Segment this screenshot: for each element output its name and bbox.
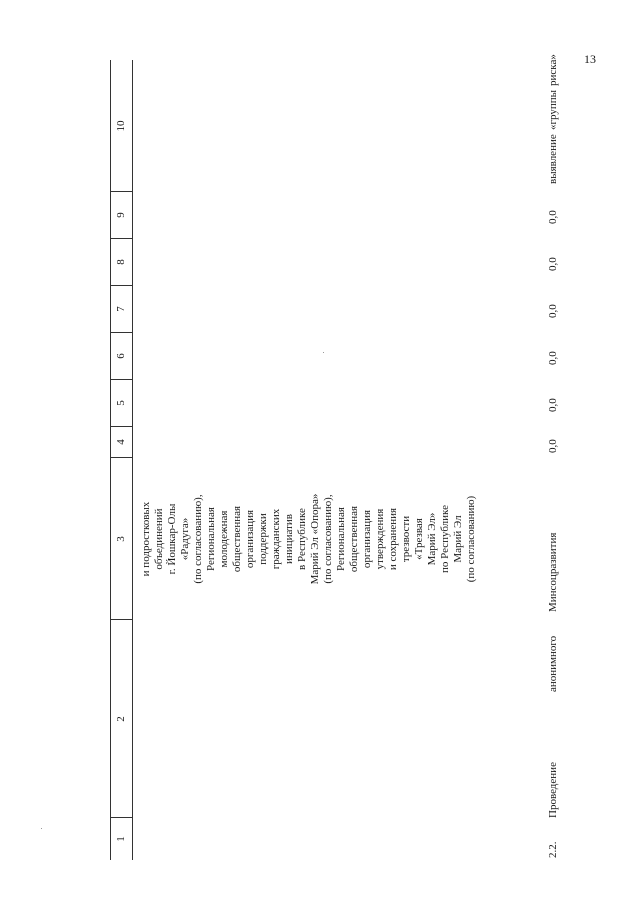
col-header-1: 1	[115, 836, 127, 842]
executor-line: организация	[244, 509, 256, 569]
executor-line: общественная	[231, 505, 243, 573]
col-divider	[110, 817, 132, 818]
executor-line: молодежная	[218, 510, 230, 568]
executor-line: «Радуга»	[179, 517, 191, 561]
executor-line: организация	[361, 509, 373, 569]
scan-speck	[41, 828, 42, 829]
col-header-3: 3	[115, 536, 127, 542]
value-col9: 0,0	[547, 210, 559, 224]
executor-line: поддержки	[257, 513, 269, 565]
executor-line: «Трезвая	[413, 518, 425, 560]
executor-line: Региональная	[335, 507, 347, 571]
col-header-8: 8	[115, 259, 127, 265]
col-header-5: 5	[115, 400, 127, 406]
executor-line: объединений	[153, 508, 165, 570]
page-number: 13	[584, 52, 596, 66]
row-number: 2.2.	[547, 841, 559, 858]
col-header-6: 6	[115, 353, 127, 359]
executor-line: (по согласованию),	[192, 494, 204, 584]
col-header-9: 9	[115, 212, 127, 218]
executor-line: гражданских	[270, 508, 282, 570]
col-divider	[110, 285, 132, 286]
table-line-header	[132, 60, 133, 860]
executor-line: трезвости	[400, 515, 412, 563]
col-divider	[110, 238, 132, 239]
executor-line: и сохранения	[387, 507, 399, 571]
col-divider	[110, 379, 132, 380]
col-header-10: 10	[115, 120, 127, 132]
row-name-line2: анонимного	[547, 635, 559, 692]
executor-line: Региональная	[205, 507, 217, 571]
executor-line: утверждения	[374, 508, 386, 570]
result-line3: риска»	[547, 54, 559, 86]
executors-list	[140, 458, 478, 620]
rotated-table	[110, 54, 565, 860]
executor-line: г. Йошкар-Олы	[166, 503, 178, 575]
scan-speck	[323, 352, 324, 353]
result-line1: выявление	[547, 134, 559, 184]
value-col7: 0,0	[547, 304, 559, 318]
col-header-4: 4	[115, 439, 127, 445]
executor-line: в Республике	[296, 508, 308, 570]
executor-line: общественная	[348, 505, 360, 573]
executor-line: Марий Эл «Опора»	[309, 493, 321, 585]
col-header-7: 7	[115, 306, 127, 312]
row-name-line1: Проведение	[547, 762, 559, 818]
executor-line: инициатив	[283, 514, 295, 564]
col-header-2: 2	[115, 716, 127, 722]
row-executor-line1: Минсоцразвития	[547, 532, 559, 612]
executor-line: Марий Эл	[452, 515, 464, 563]
value-col8: 0,0	[547, 257, 559, 271]
executor-line: по Республике	[439, 504, 451, 574]
executor-line: (по согласованию)	[465, 495, 477, 583]
value-col6: 0,0	[547, 351, 559, 365]
value-col4: 0,0	[547, 439, 559, 453]
executor-line: Марий Эл»	[426, 512, 438, 566]
executor-line: и подростковых	[140, 501, 152, 577]
result-line2: «группы	[547, 89, 559, 130]
table-line-top	[110, 60, 111, 860]
col-divider	[110, 332, 132, 333]
col-divider	[110, 619, 132, 620]
executor-line: (по согласованию),	[322, 494, 334, 584]
col-divider	[110, 191, 132, 192]
value-col5: 0,0	[547, 398, 559, 412]
